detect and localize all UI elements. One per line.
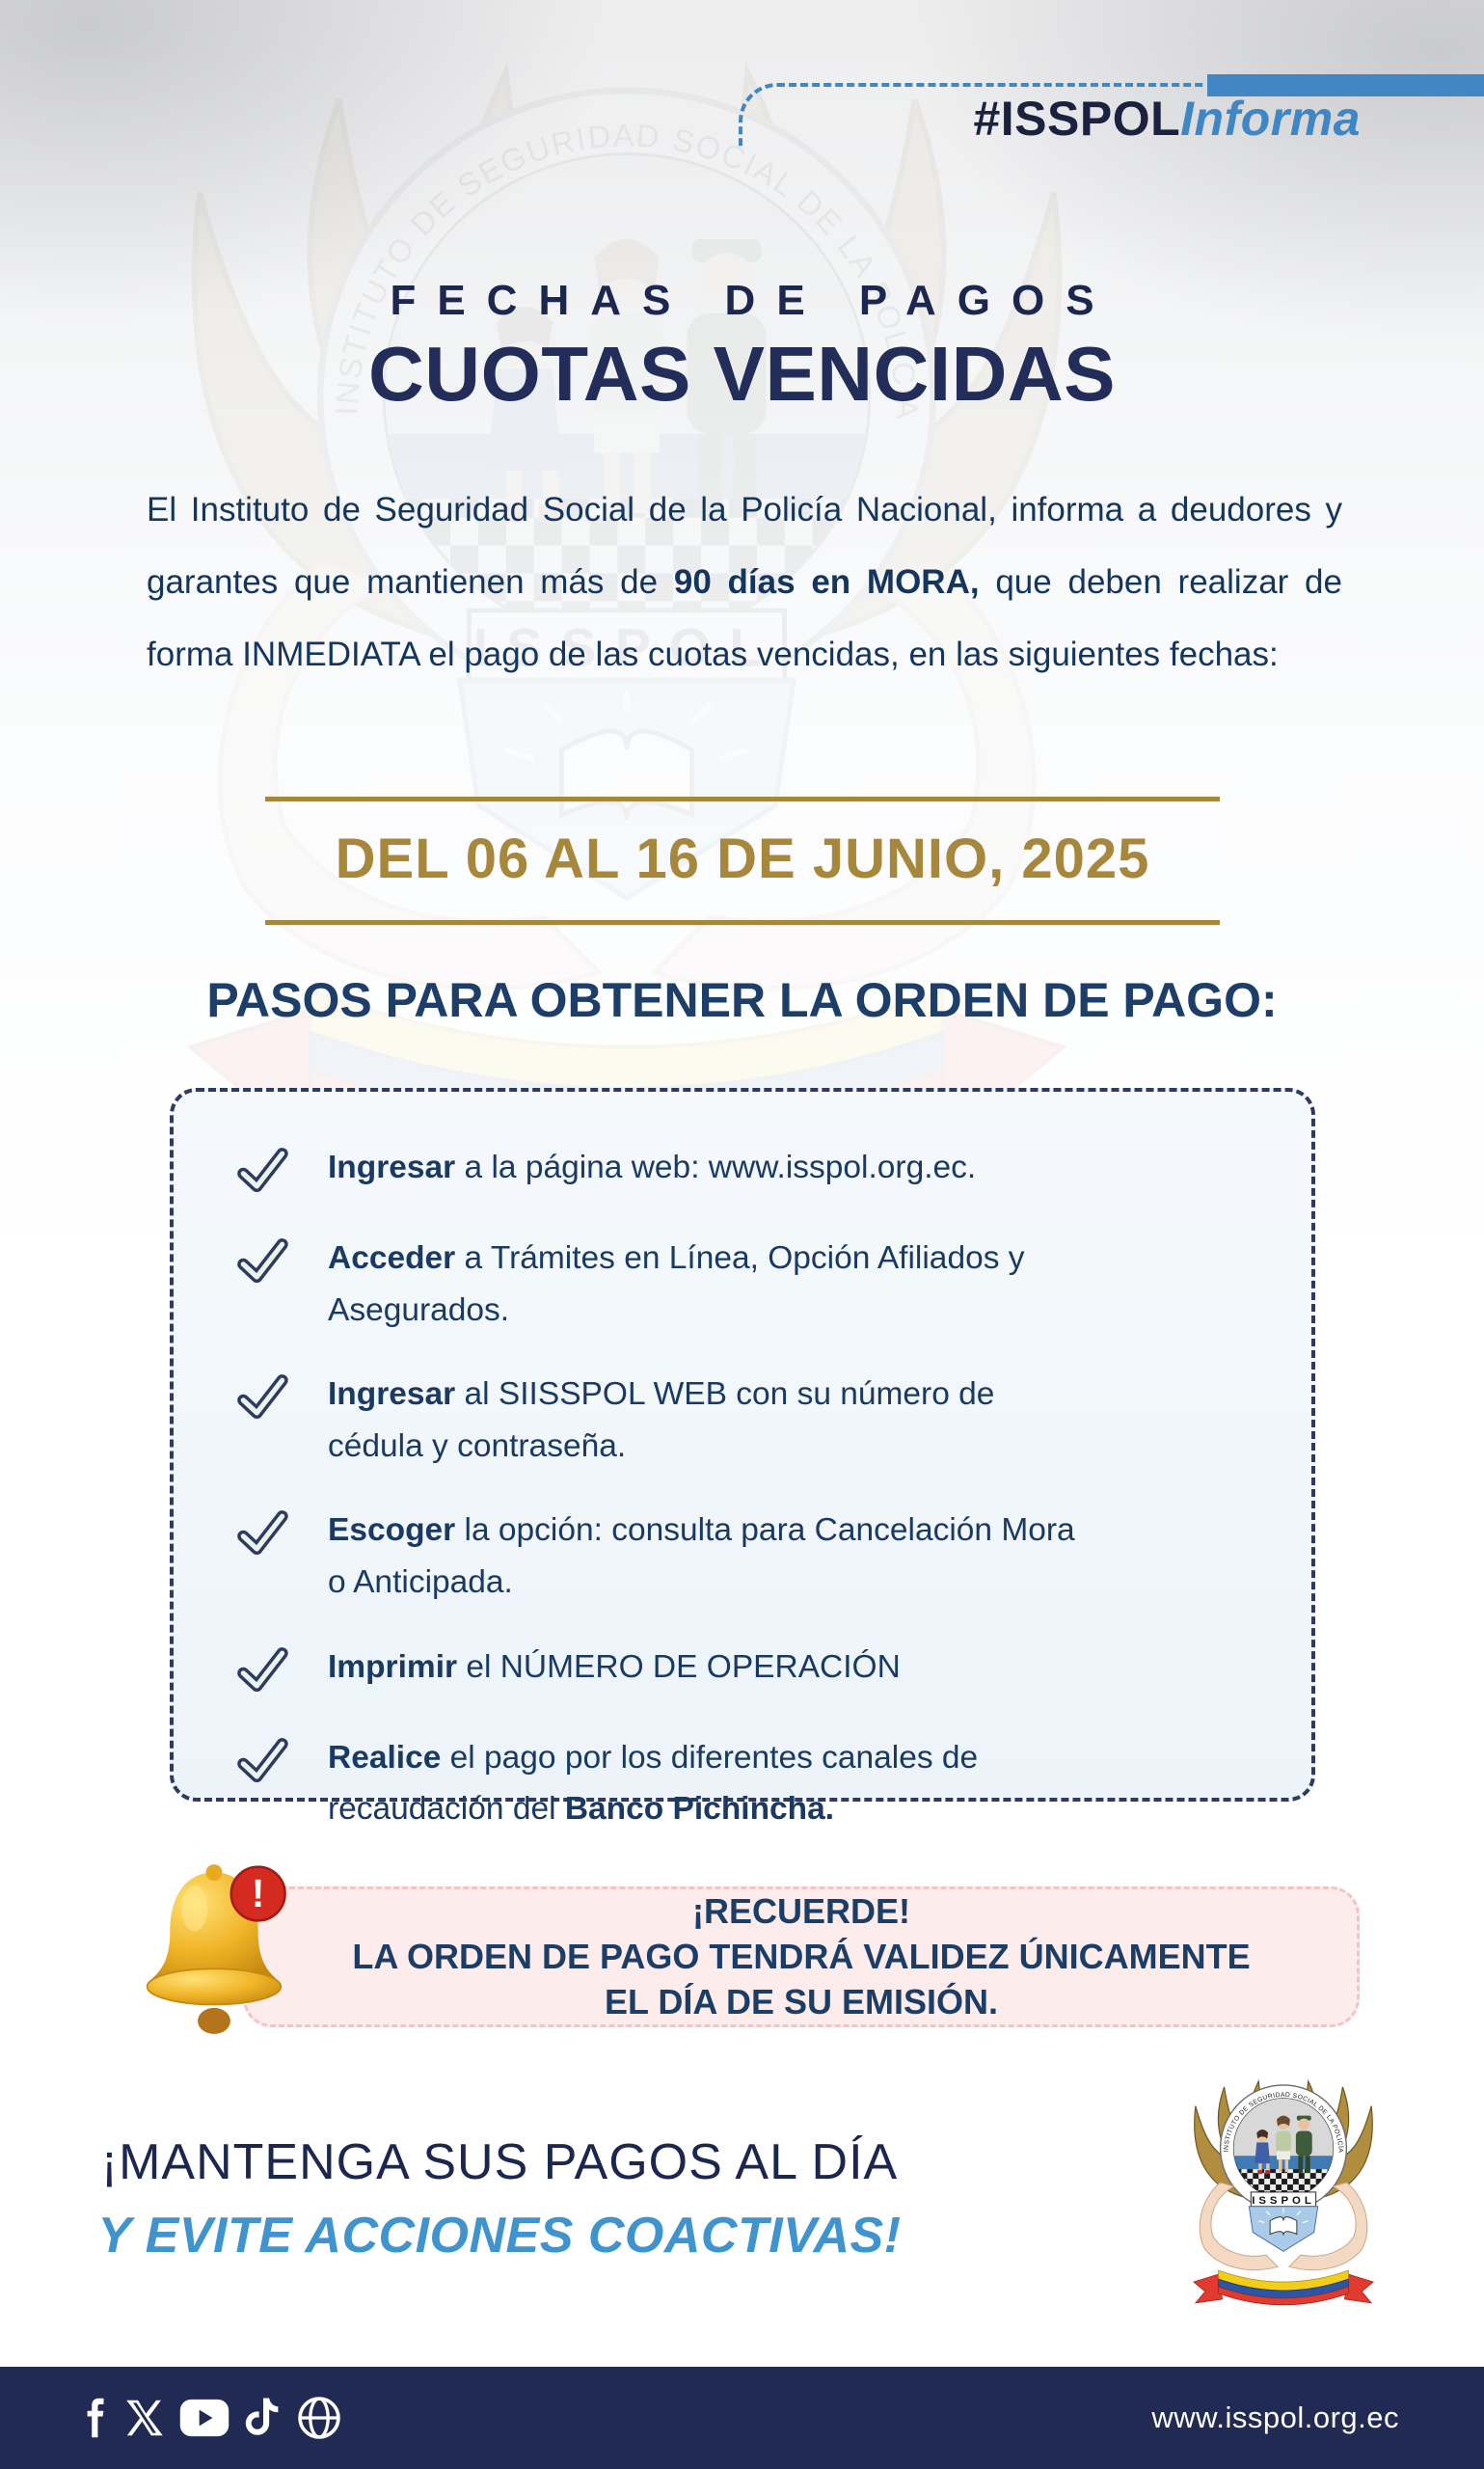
badge-hashtag: #ISSPOL bbox=[973, 92, 1181, 146]
list-item bbox=[233, 1732, 1254, 1835]
tiktok-icon bbox=[244, 2397, 283, 2439]
check-icon bbox=[233, 1732, 291, 1790]
isspol-logo bbox=[1178, 2052, 1389, 2311]
intro-paragraph bbox=[147, 475, 1342, 692]
step-text: Realice el pago por los diferentes canales de recaudación del Banco Pichincha. bbox=[328, 1739, 979, 1828]
x-icon bbox=[124, 2399, 165, 2437]
list-item bbox=[233, 1641, 1254, 1699]
step-text: Ingresar al SIISSPOL WEB con su número de cédula y contraseña. bbox=[328, 1376, 995, 1464]
reminder-line-1: ¡RECUERDE! bbox=[691, 1891, 910, 1932]
globe-icon bbox=[297, 2396, 341, 2440]
date-range: DEL 06 AL 16 DE JUNIO, 2025 bbox=[335, 828, 1150, 890]
reminder-box bbox=[243, 1886, 1360, 2027]
check-icon bbox=[233, 1505, 291, 1562]
list-item bbox=[233, 1142, 1254, 1200]
isspol-informa-badge bbox=[973, 91, 1361, 147]
badge-word: Informa bbox=[1180, 92, 1361, 146]
footer-bar bbox=[0, 2367, 1484, 2469]
step-text: Acceder a Trámites en Línea, Opción Afiliados y Asegurados. bbox=[328, 1240, 1025, 1328]
date-banner bbox=[265, 797, 1220, 925]
step-text: Escoger la opción: consulta para Cancelación Mora o Anticipada. bbox=[328, 1512, 1075, 1600]
check-icon bbox=[233, 1142, 291, 1200]
kicker-fechas-de-pagos: FECHAS DE PAGOS bbox=[390, 277, 1116, 324]
social-icons bbox=[85, 2396, 341, 2440]
website-url: www.isspol.org.ec bbox=[1151, 2401, 1399, 2434]
facebook-icon bbox=[85, 2396, 110, 2440]
check-icon bbox=[233, 1641, 291, 1699]
reminder-line-3: EL DÍA DE SU EMISIÓN. bbox=[604, 1981, 999, 2021]
list-item bbox=[233, 1505, 1254, 1608]
list-item bbox=[233, 1233, 1254, 1336]
youtube-icon bbox=[179, 2399, 229, 2437]
steps-checklist-card bbox=[170, 1088, 1315, 1828]
reminder-line-2: LA ORDEN DE PAGO TENDRÁ VALIDEZ ÚNICAMENTE bbox=[352, 1937, 1251, 1977]
closing-message bbox=[56, 2133, 943, 2265]
steps-heading: PASOS PARA OBTENER LA ORDEN DE PAGO: bbox=[206, 973, 1278, 1027]
list-item bbox=[233, 1369, 1254, 1472]
intro-part1: El Instituto de Seguridad Social de la Policía Nacional, informa a deudores y garantes que mantienen más de bbox=[147, 491, 1342, 601]
check-icon bbox=[233, 1369, 291, 1426]
bell-alert-icon bbox=[131, 1859, 297, 2039]
closing-line-2: Y EVITE ACCIONES COACTIVAS! bbox=[97, 2208, 902, 2264]
page-title: CUOTAS VENCIDAS bbox=[368, 331, 1116, 417]
svg-text:!: ! bbox=[251, 1871, 265, 1916]
check-icon bbox=[233, 1233, 291, 1290]
step-text: Ingresar a la página web: www.isspol.org.ec. bbox=[328, 1150, 977, 1185]
intro-part2: que deben realizar de forma INMEDIATA el pago de las cuotas vencidas, en las siguientes fechas: bbox=[147, 562, 1342, 673]
step-text: Imprimir el NÚMERO DE OPERACIÓN bbox=[328, 1648, 901, 1685]
closing-line-1: ¡MANTENGA SUS PAGOS AL DÍA bbox=[100, 2134, 899, 2190]
intro-bold: 90 días en MORA, bbox=[673, 562, 980, 601]
